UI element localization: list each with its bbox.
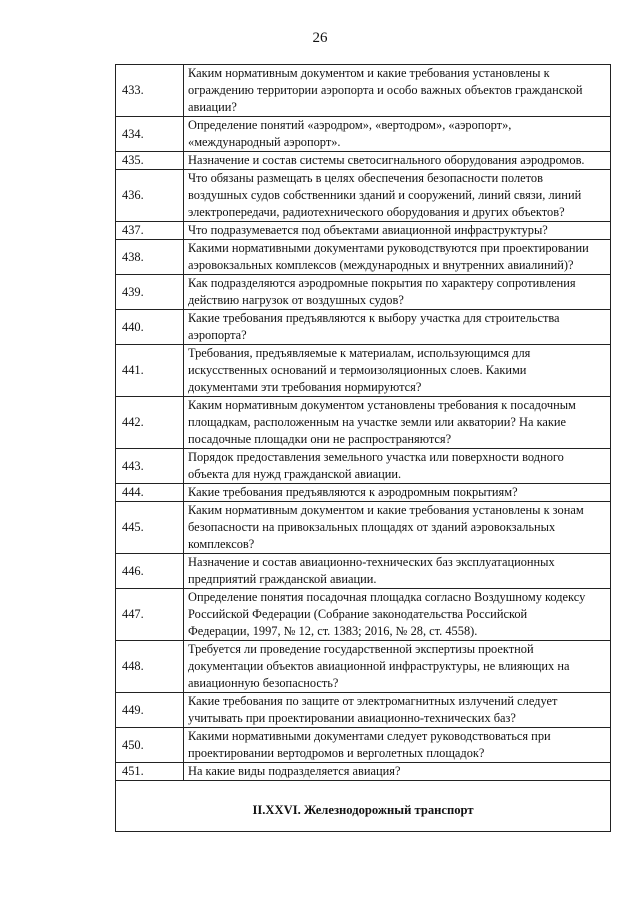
question-text-line: аэропорта? (188, 328, 247, 342)
question-text (184, 693, 611, 728)
question-text-line: Как подразделяются аэродромные покрытия по характеру сопротивления (188, 276, 576, 290)
question-row (116, 222, 611, 240)
question-number: 442. (116, 397, 184, 449)
question-row (116, 502, 611, 554)
question-number: 436. (116, 170, 184, 222)
question-text (184, 275, 611, 310)
question-text-line: электропередачи, радиотехнического оборудования и других объектов? (188, 205, 565, 219)
question-number: 441. (116, 345, 184, 397)
question-number: 446. (116, 554, 184, 589)
question-text (184, 65, 611, 117)
question-row (116, 728, 611, 763)
question-text-line: проектировании вертодромов и верголетных площадок? (188, 746, 485, 760)
question-text (184, 397, 611, 449)
question-text-line: Какими нормативными документами руководствуются при проектировании (188, 241, 589, 255)
question-text-line: Какие требования по защите от электромагнитных излучений следует (188, 694, 558, 708)
section-title: II.XXVI. Железнодорожный транспорт (116, 781, 611, 832)
question-text-line: Требования, предъявляемые к материалам, использующимся для (188, 346, 531, 360)
question-number: 451. (116, 763, 184, 781)
question-text-line: Какие требования предъявляются к аэродромным покрытиям? (188, 485, 518, 499)
question-row (116, 693, 611, 728)
question-number: 438. (116, 240, 184, 275)
question-text-line: «международный аэропорт». (188, 135, 341, 149)
question-text-line: объекта для нужд гражданской авиации. (188, 467, 402, 481)
question-row (116, 152, 611, 170)
question-number: 445. (116, 502, 184, 554)
question-text-line: Какими нормативными документами следует руководствоваться при (188, 729, 551, 743)
question-number: 444. (116, 484, 184, 502)
question-text-line: безопасности на привокзальных площадях от зданий аэровокзальных (188, 520, 556, 534)
question-text-line: Российской Федерации (Собрание законодательства Российской (188, 607, 528, 621)
question-text-line: предприятий гражданской авиации. (188, 572, 377, 586)
question-text (184, 345, 611, 397)
question-row (116, 117, 611, 152)
question-rows (116, 65, 611, 781)
question-text-line: искусственных оснований и термоизоляционных слоев. Какими (188, 363, 527, 377)
question-text-line: Федерации, 1997, № 12, ст. 1383; 2016, № 28, ст. 4558). (188, 624, 478, 638)
question-text (184, 763, 611, 781)
question-text (184, 310, 611, 345)
question-text-line: документации объектов авиационной инфраструктуры, не влияющих на (188, 659, 570, 673)
question-row (116, 240, 611, 275)
question-text-line: Назначение и состав системы светосигнального оборудования аэродромов. (188, 153, 585, 167)
question-text-line: учитывать при проектировании авиационно-технических баз? (188, 711, 516, 725)
question-number: 439. (116, 275, 184, 310)
question-text-line: ограждению территории аэропорта и особо важных объектов гражданской (188, 83, 583, 97)
question-text-line: Требуется ли проведение государственной экспертизы проектной (188, 642, 534, 656)
question-text-line: действию нагрузок от воздушных судов? (188, 293, 404, 307)
question-text-line: комплексов? (188, 537, 255, 551)
question-text-line: Что подразумевается под объектами авиационной инфраструктуры? (188, 223, 548, 237)
question-text (184, 554, 611, 589)
question-number: 434. (116, 117, 184, 152)
question-text-line: На какие виды подразделяется авиация? (188, 764, 401, 778)
question-row (116, 589, 611, 641)
question-text (184, 589, 611, 641)
question-text-line: авиационную безопасность? (188, 676, 339, 690)
question-number: 449. (116, 693, 184, 728)
section-header-row (116, 781, 611, 832)
question-text-line: авиации? (188, 100, 237, 114)
question-text-line: документами эти требования нормируются? (188, 380, 422, 394)
question-number: 437. (116, 222, 184, 240)
question-row (116, 397, 611, 449)
question-text-line: Назначение и состав авиационно-технических баз эксплуатационных (188, 555, 555, 569)
question-row (116, 641, 611, 693)
question-text-line: Какие требования предъявляются к выбору участка для строительства (188, 311, 560, 325)
question-number: 435. (116, 152, 184, 170)
question-text (184, 449, 611, 484)
question-row (116, 275, 611, 310)
question-text-line: площадкам, расположенным на участке земли или акватории? На какие (188, 415, 567, 429)
question-text-line: Определение понятия посадочная площадка согласно Воздушному кодексу (188, 590, 586, 604)
question-number: 450. (116, 728, 184, 763)
question-number: 448. (116, 641, 184, 693)
question-number: 447. (116, 589, 184, 641)
question-text (184, 484, 611, 502)
question-row (116, 65, 611, 117)
question-text-line: посадочные площадки они не распространяются? (188, 432, 452, 446)
question-text-line: Что обязаны размещать в целях обеспечения безопасности полетов (188, 171, 543, 185)
question-text-line: Каким нормативным документом и какие требования установлены к (188, 66, 550, 80)
question-text-line: Определение понятий «аэродром», «вертодром», «аэропорт», (188, 118, 512, 132)
question-text-line: Каким нормативным документом и какие требования установлены к зонам (188, 503, 584, 517)
question-text (184, 728, 611, 763)
question-row (116, 554, 611, 589)
question-text (184, 502, 611, 554)
question-row (116, 170, 611, 222)
question-text (184, 222, 611, 240)
question-number: 443. (116, 449, 184, 484)
question-row (116, 449, 611, 484)
question-text (184, 152, 611, 170)
question-text-line: воздушных судов собственники зданий и сооружений, линий связи, линий (188, 188, 582, 202)
question-text (184, 641, 611, 693)
question-text (184, 240, 611, 275)
question-text-line: Порядок предоставления земельного участка или поверхности водного (188, 450, 564, 464)
question-row (116, 345, 611, 397)
question-text-line: Каким нормативным документом установлены требования к посадочным (188, 398, 576, 412)
question-row (116, 310, 611, 345)
page-number: 26 (312, 30, 328, 46)
question-text (184, 117, 611, 152)
question-row (116, 763, 611, 781)
question-text (184, 170, 611, 222)
questions-table (115, 64, 611, 832)
question-text-line: аэровокзальных комплексов (международных и внутренних авиалиний)? (188, 258, 574, 272)
question-number: 440. (116, 310, 184, 345)
question-row (116, 484, 611, 502)
question-number: 433. (116, 65, 184, 117)
